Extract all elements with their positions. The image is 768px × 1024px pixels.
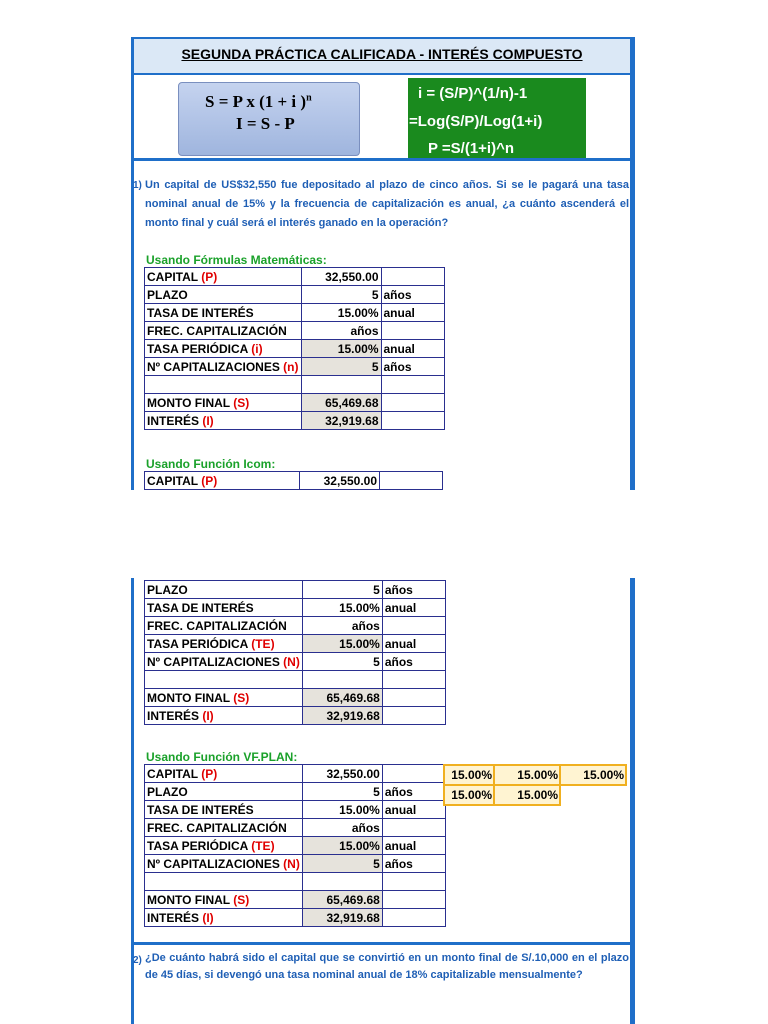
value-frec: años: [302, 819, 382, 837]
unit-anos: años: [381, 358, 444, 376]
row-monto: [145, 891, 446, 909]
unit-anual: anual: [382, 837, 445, 855]
formula-exponent: n: [306, 92, 312, 104]
unit-anos: años: [382, 855, 445, 873]
helper-cell: 15.00%: [444, 785, 494, 805]
symbol-n-up: (N): [283, 856, 300, 871]
row-tasa: [145, 801, 446, 819]
unit-anual: anual: [382, 635, 445, 653]
label-tasa: TASA DE INTERÉS: [145, 801, 303, 819]
label-ncap: Nº CAPITALIZACIONES: [147, 654, 284, 669]
value-ncap: 5: [302, 855, 382, 873]
row-blank: [145, 376, 445, 394]
value-tasa-periodica: 15.00%: [301, 340, 381, 358]
label-tasa: TASA DE INTERÉS: [145, 304, 302, 322]
helper-row-2: [444, 785, 626, 805]
formula-box-line3: P =S/(1+i)^n: [428, 140, 515, 157]
q2-text: ¿De cuánto habrá sido el capital que se convirtió en un monto final de S/.10,000 en el plazo de 45 días, si devengó una tasa nominal anual de 18% capitalizable mensualmente?: [145, 952, 629, 981]
value-interes: 32,919.68: [302, 909, 382, 927]
page1-right-border: [630, 37, 635, 490]
label-tasa-periodica: TASA PERIÓDICA: [147, 341, 252, 356]
symbol-i-up: (I): [202, 708, 214, 723]
unit-anos: años: [382, 581, 445, 599]
row-capital: [145, 472, 443, 490]
symbol-p: (P): [201, 766, 218, 781]
table-math: [144, 267, 445, 430]
row-plazo: [145, 783, 446, 801]
value-interes: 32,919.68: [301, 412, 381, 430]
formula-box-line1: i = (S/P)^(1/n)-1: [418, 85, 528, 102]
unit-anual: anual: [381, 304, 444, 322]
label-capital: CAPITAL: [147, 473, 202, 488]
row-tasa-periodica: [145, 340, 445, 358]
page-title: SEGUNDA PRÁCTICA CALIFICADA - INTERÉS COMPUESTO: [181, 46, 583, 62]
section-vf-title: Usando Función VF.PLAN:: [146, 750, 298, 764]
value-interes: 32,919.68: [302, 707, 382, 725]
row-monto: [145, 689, 446, 707]
q1-text: Un capital de US$32,550 fue depositado al plazo de cinco años. Si se le pagará una tasa nominal anual de 15% y la frecuencia de capitalización es anual, ¿a cuánto ascenderá el monto final y cuál será el interés ganado en la operación?: [145, 179, 629, 229]
symbol-s: (S): [233, 690, 250, 705]
table-icom-part1: [144, 471, 443, 490]
symbol-p: (P): [201, 269, 218, 284]
row-ncap: [145, 653, 446, 671]
helper-cell: 15.00%: [560, 765, 626, 785]
row-capital: [145, 765, 446, 783]
row-blank: [145, 873, 446, 891]
row-monto: [145, 394, 445, 412]
formula-s: S = P x (1 + i ): [205, 92, 307, 111]
label-frec: FREC. CAPITALIZACIÓN: [145, 617, 303, 635]
row-frec: [145, 322, 445, 340]
table-icom-part2: [144, 580, 446, 725]
value-frec: años: [302, 617, 382, 635]
unit-anos: años: [382, 783, 445, 801]
row-plazo: [145, 286, 445, 304]
label-monto: MONTO FINAL: [147, 395, 234, 410]
label-plazo: PLAZO: [145, 581, 303, 599]
label-tasa-periodica: TASA PERIÓDICA: [147, 838, 252, 853]
symbol-i: (i): [251, 341, 263, 356]
page2-right-border: [630, 578, 635, 1024]
value-ncap: 5: [301, 358, 381, 376]
label-capital: CAPITAL: [147, 269, 202, 284]
value-monto: 65,469.68: [301, 394, 381, 412]
value-ncap: 5: [302, 653, 382, 671]
formula-scroll-line1: [205, 92, 312, 112]
label-frec: FREC. CAPITALIZACIÓN: [145, 322, 302, 340]
helper-cell: 15.00%: [494, 785, 560, 805]
symbol-p: (P): [201, 473, 218, 488]
label-monto: MONTO FINAL: [147, 892, 234, 907]
row-interes: [145, 412, 445, 430]
value-tasa-periodica: 15.00%: [302, 837, 382, 855]
section-divider: [131, 158, 635, 161]
unit-anual: anual: [381, 340, 444, 358]
label-interes: INTERÉS: [147, 910, 203, 925]
row-frec: [145, 617, 446, 635]
label-ncap: Nº CAPITALIZACIONES: [147, 856, 284, 871]
table-vf: [144, 764, 446, 927]
value-capital: 32,550.00: [300, 472, 380, 490]
label-capital: CAPITAL: [147, 766, 202, 781]
label-monto: MONTO FINAL: [147, 690, 234, 705]
label-plazo: PLAZO: [145, 286, 302, 304]
unit-anual: anual: [382, 599, 445, 617]
row-frec: [145, 819, 446, 837]
row-interes: [145, 909, 446, 927]
label-frec: FREC. CAPITALIZACIÓN: [145, 819, 303, 837]
label-tasa: TASA DE INTERÉS: [145, 599, 303, 617]
value-capital: 32,550.00: [302, 765, 382, 783]
symbol-i-up: (I): [202, 910, 214, 925]
row-tasa: [145, 304, 445, 322]
value-plazo: 5: [301, 286, 381, 304]
row-ncap: [145, 358, 445, 376]
row-tasa-periodica: [145, 635, 446, 653]
label-interes: INTERÉS: [147, 413, 203, 428]
symbol-s: (S): [233, 395, 250, 410]
label-interes: INTERÉS: [147, 708, 203, 723]
unit-anual: anual: [382, 801, 445, 819]
value-tasa-periodica: 15.00%: [302, 635, 382, 653]
value-plazo: 5: [302, 581, 382, 599]
q1-number: 1): [133, 180, 142, 191]
row-ncap: [145, 855, 446, 873]
formula-box-line2: =Log(S/P)/Log(1+i): [409, 113, 543, 130]
value-tasa: 15.00%: [301, 304, 381, 322]
helper-row-1: [444, 765, 626, 785]
unit-empty: [381, 268, 444, 286]
formula-box: [408, 78, 586, 158]
value-monto: 65,469.68: [302, 891, 382, 909]
row-plazo: [145, 581, 446, 599]
section-divider-2: [131, 942, 635, 945]
value-monto: 65,469.68: [302, 689, 382, 707]
symbol-te: (TE): [251, 636, 275, 651]
symbol-s: (S): [233, 892, 250, 907]
row-tasa-periodica: [145, 837, 446, 855]
row-blank: [145, 671, 446, 689]
section-math-title: Usando Fórmulas Matemáticas:: [146, 253, 327, 267]
helper-cells: [443, 764, 627, 806]
section-icom-title: Usando Función Icom:: [146, 457, 276, 471]
label-ncap: Nº CAPITALIZACIONES: [147, 359, 284, 374]
value-tasa: 15.00%: [302, 599, 382, 617]
row-tasa: [145, 599, 446, 617]
label-plazo: PLAZO: [145, 783, 303, 801]
helper-cell: 15.00%: [494, 765, 560, 785]
symbol-n-up: (N): [283, 654, 300, 669]
symbol-i-up: (I): [202, 413, 214, 428]
unit-anos: años: [382, 653, 445, 671]
symbol-n: (n): [283, 359, 299, 374]
unit-anos: años: [381, 286, 444, 304]
formula-scroll-line2: I = S - P: [236, 114, 295, 133]
value-capital: 32,550.00: [301, 268, 381, 286]
symbol-te: (TE): [251, 838, 275, 853]
unit-empty: [381, 322, 444, 340]
label-tasa-periodica: TASA PERIÓDICA: [147, 636, 252, 651]
helper-cell: 15.00%: [444, 765, 494, 785]
page1-left-border: [131, 37, 134, 490]
row-interes: [145, 707, 446, 725]
value-tasa: 15.00%: [302, 801, 382, 819]
value-frec: años: [301, 322, 381, 340]
q2-number: 2): [133, 955, 142, 966]
row-capital: [145, 268, 445, 286]
value-plazo: 5: [302, 783, 382, 801]
